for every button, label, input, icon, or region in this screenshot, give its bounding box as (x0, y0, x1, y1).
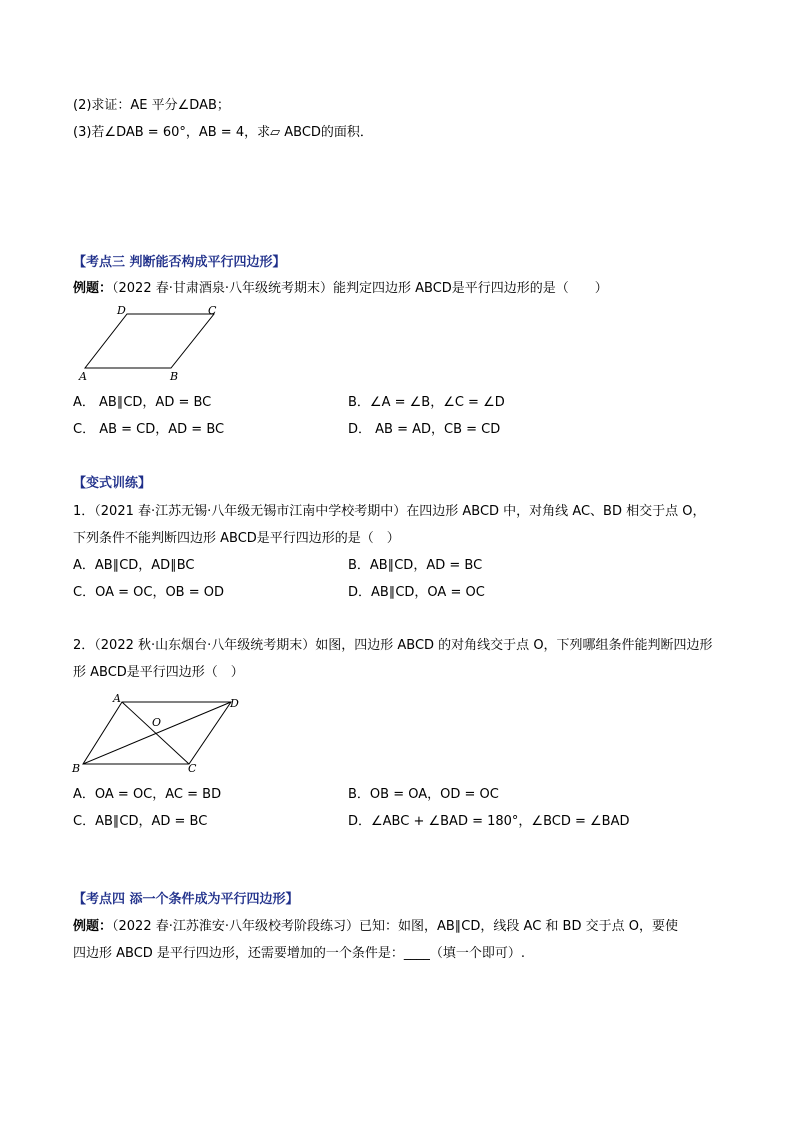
option-b: B．∠A = ∠B，∠C = ∠D (348, 395, 505, 410)
variant-title: 【变式训练】 (73, 476, 152, 491)
section-title-3: 【考点三 判断能否构成平行四边形】 (73, 255, 286, 270)
vertex-label-b: B (170, 370, 179, 383)
vertex-label-o: O (152, 716, 162, 729)
q1-option-a: A．AB∥CD，AD∥BC (73, 558, 195, 573)
q2-option-a: A．OA = OC，AC = BD (73, 787, 222, 802)
example-3 (73, 280, 608, 298)
example-label: 例题： (73, 919, 113, 934)
vertex-label-d: D (117, 304, 126, 317)
example-4-line1 (73, 918, 678, 936)
option-a: A． AB∥CD，AD = BC (73, 395, 212, 410)
example-label: 例题： (73, 281, 113, 296)
option-c: C． AB = CD，AD = BC (73, 422, 225, 437)
vertex-label-d: D (230, 697, 239, 710)
diagonal-ac (122, 702, 189, 764)
q2-option-d: D．∠ABC + ∠BAD = 180°，∠BCD = ∠BAD (348, 814, 630, 829)
vertex-label-c: C (208, 304, 217, 317)
variant-q2-line1: 2．（2022 秋·山东烟台·八年级统考期末）如图，四边形 ABCD 的对角线交于点 O，下列哪组条件能判断四边形 (73, 638, 713, 653)
q1-option-c: C．OA = OC，OB = OD (73, 585, 224, 600)
parallelogram-diagonals-figure (68, 690, 258, 780)
example-text: （2022 春·甘肃酒泉·八年级统考期末）能判定四边形 ABCD是平行四边形的是（ ） (112, 281, 608, 296)
section-title-4: 【考点四 添一个条件成为平行四边形】 (73, 892, 299, 907)
variant-q2-line2: 形 ABCD是平行四边形（ ） (73, 665, 244, 680)
example-4-line2: 四边形 ABCD 是平行四边形，还需要增加的一个条件是：____（填一个即可）. (73, 946, 526, 961)
q2-option-c: C．AB∥CD，AD = BC (73, 814, 208, 829)
q1-option-d: D．AB∥CD，OA = OC (348, 585, 485, 600)
subquestion-3: (3)若∠DAB = 60°，AB = 4，求▱ ABCD的面积． (73, 125, 373, 140)
variant-q1-line2: 下列条件不能判断四边形 ABCD是平行四边形的是（ ） (73, 531, 400, 546)
variant-q1-line1: 1．（2021 春·江苏无锡·八年级无锡市江南中学校考期中）在四边形 ABCD 中，对角线 AC、BD 相交于点 O， (73, 504, 706, 519)
vertex-label-b: B (72, 762, 81, 775)
q1-option-b: B．AB∥CD，AD = BC (348, 558, 483, 573)
vertex-label-a: A (113, 692, 121, 705)
diagonal-bd (83, 702, 231, 764)
option-d: D． AB = AD，CB = CD (348, 422, 501, 437)
subquestion-2: (2)求证：AE 平分∠DAB； (73, 98, 230, 113)
example-text: （2022 春·江苏淮安·八年级校考阶段练习）已知：如图，AB∥CD，线段 AC 和 BD 交于点 O，要使 (112, 919, 678, 934)
parallelogram-shape (85, 314, 214, 368)
vertex-label-a: A (79, 370, 87, 383)
q2-option-b: B．OB = OA，OD = OC (348, 787, 499, 802)
parallelogram-figure (72, 300, 232, 390)
vertex-label-c: C (188, 762, 197, 775)
